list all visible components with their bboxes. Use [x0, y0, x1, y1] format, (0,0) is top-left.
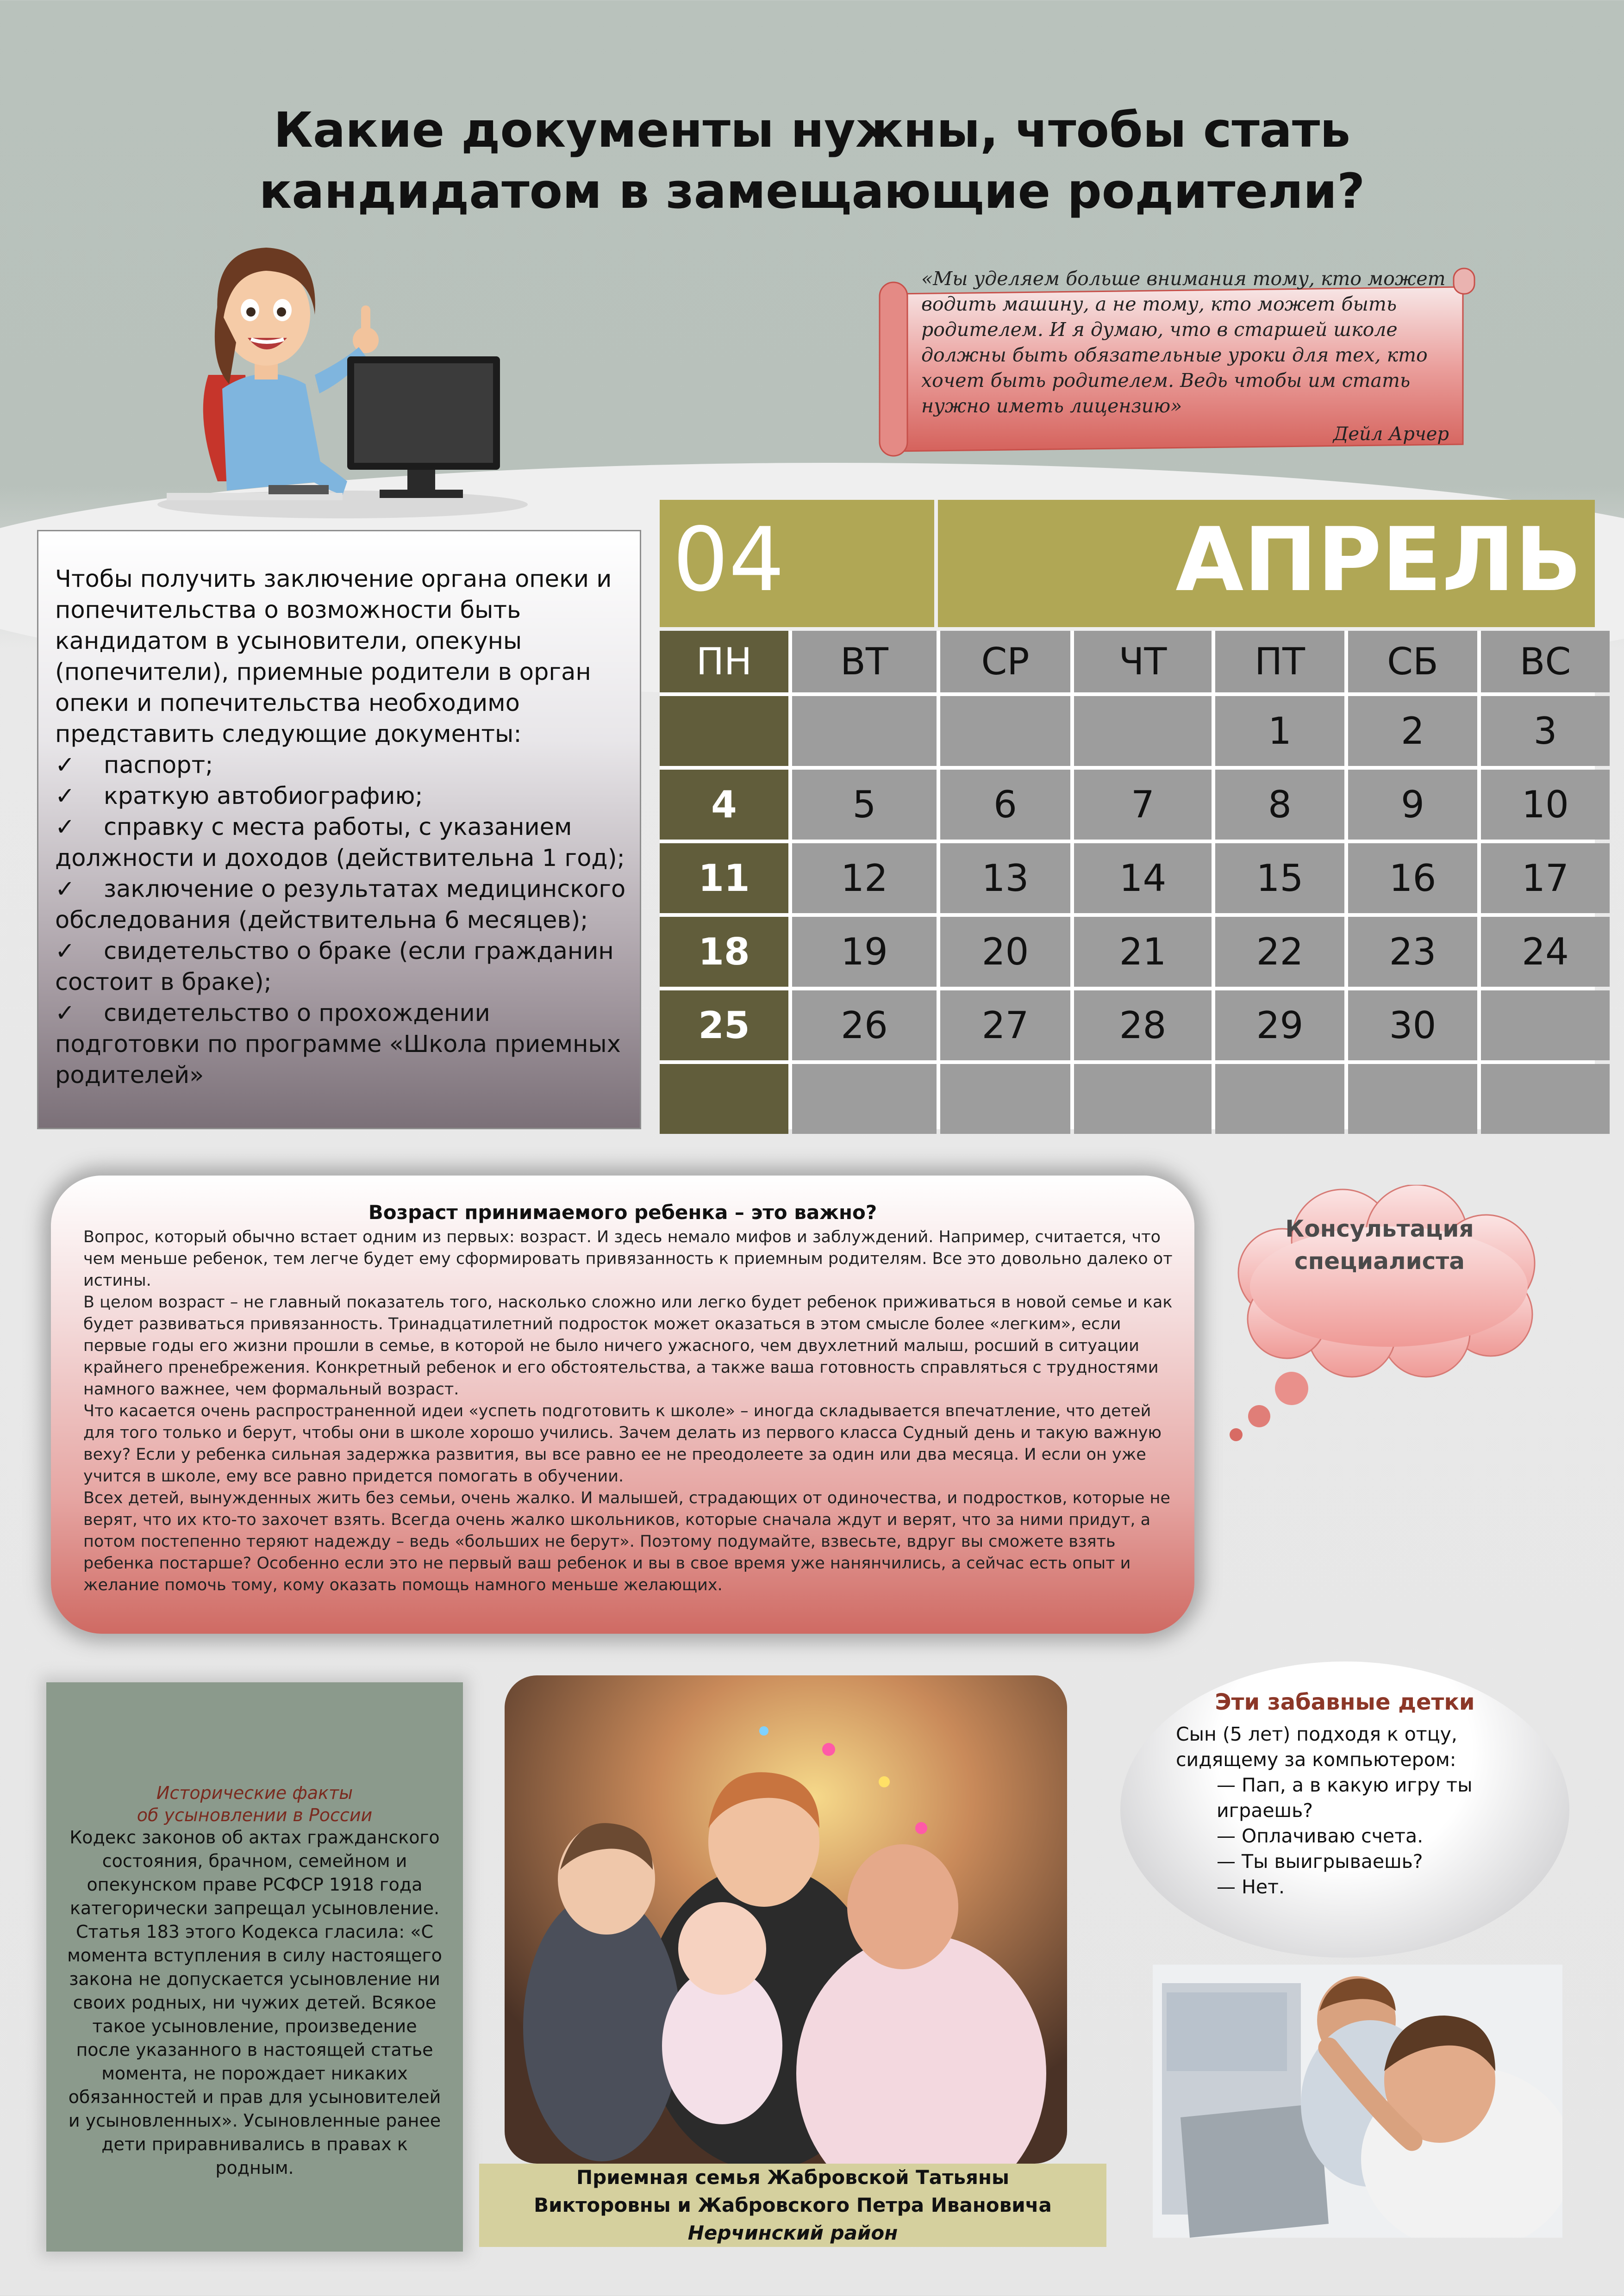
calendar-day-cell: 24 — [1481, 917, 1610, 987]
article-paragraph: Вопрос, который обычно встает одним из первых: возраст. И здесь немало мифов и заблуждений. Например, считается, что чем меньше ребенок, тем легче будет ему сформировать привязанность к приемным родителям. Все это довольно далеко от истины. — [83, 1228, 1173, 1290]
calendar-day-cell: 27 — [940, 990, 1070, 1060]
caption-line-2: Викторовны и Жабровского Петра Ивановича — [534, 2194, 1052, 2216]
article-paragraph: Что касается очень распространенной идеи «успеть подготовить к школе» – иногда складывается впечатление, что детей для того только и берут, чтобы они в школе хорошо учились. Зачем делать из первого класса Судный день и такую важную веху? Если у ребенка сильная задержка развития, вы все равно ее не преодолеете за один или два месяца. И если он уже учится в школе, ему все равно придется помогать в обучении. — [83, 1402, 1162, 1486]
documents-list-item: ✓ свидетельство о прохождении подготовки по программе «Школа приемных родителей» — [55, 998, 626, 1091]
calendar-day-cell — [1481, 990, 1610, 1060]
calendar-weekday-header: ПН — [660, 631, 788, 692]
calendar-day-cell: 22 — [1215, 917, 1344, 987]
calendar-day-cell: 7 — [1074, 770, 1212, 840]
quote-author: Дейл Арчер — [1333, 423, 1449, 445]
calendar-day-cell — [1074, 1064, 1212, 1134]
calendar-day-cell: 23 — [1348, 917, 1477, 987]
calendar-day-cell: 20 — [940, 917, 1070, 987]
caption-line-1: Приемная семья Жабровской Татьяны — [576, 2166, 1009, 2189]
documents-list-item: ✓ справку с места работы, с указанием должности и доходов (действительна 1 год); — [55, 812, 626, 874]
calendar-day-cell: 17 — [1481, 843, 1610, 913]
consultation-label: Консультация специалиста — [1285, 1215, 1474, 1275]
calendar-day-cell — [1348, 1064, 1477, 1134]
calendar-weekday-header: СБ — [1348, 631, 1477, 692]
documents-list-item: ✓ свидетельство о браке (если гражданин состоит в браке); — [55, 936, 626, 998]
checkmark-icon: ✓ — [55, 938, 75, 965]
joke-line: — Ты выигрываешь? — [1217, 1850, 1423, 1873]
calendar-day-cell — [1074, 696, 1212, 766]
calendar-day-cell: 25 — [660, 990, 788, 1060]
documents-intro-text: Чтобы получить заключение органа опеки и попечительства о возможности быть кандидатом в усыновители, опекуны (попечители), приемные родители в орган опеки и попечительства необходимо представить следующие документы: — [55, 566, 612, 748]
calendar-month-name: АПРЕЛЬ — [938, 500, 1595, 627]
calendar-day-cell: 5 — [792, 770, 937, 840]
woman-at-computer-illustration — [148, 222, 537, 518]
calendar-day-cell: 30 — [1348, 990, 1477, 1060]
joke-line: — Оплачиваю счета. — [1217, 1825, 1424, 1847]
calendar-day-cell — [1215, 1064, 1344, 1134]
calendar-day-cell: 4 — [660, 770, 788, 840]
calendar-day-cell: 14 — [1074, 843, 1212, 913]
calendar-day-cell: 8 — [1215, 770, 1344, 840]
documents-list-item: ✓ паспорт; — [55, 750, 626, 781]
calendar-day-cell: 26 — [792, 990, 937, 1060]
checkmark-icon: ✓ — [55, 814, 75, 841]
calendar-day-cell: 16 — [1348, 843, 1477, 913]
joke-line: — Пап, а в какую игру ты играешь? — [1217, 1774, 1473, 1822]
checkmark-icon: ✓ — [55, 783, 75, 810]
calendar-day-cell — [792, 1064, 937, 1134]
documents-list-item: ✓ краткую автобиографию; — [55, 781, 626, 812]
father-son-photo — [1153, 1965, 1562, 2238]
calendar-day-cell: 15 — [1215, 843, 1344, 913]
calendar-day-cell — [792, 696, 937, 766]
calendar-day-cell: 9 — [1348, 770, 1477, 840]
joke-line: Сын (5 лет) подходя к отцу, сидящему за компьютером: — [1176, 1723, 1457, 1771]
checkmark-icon: ✓ — [55, 1000, 75, 1027]
calendar-weekday-header: ПТ — [1215, 631, 1344, 692]
history-body: Кодекс законов об актах гражданского состояния, брачном, семейном и опекунском праве РСФСР 1918 года категорически запрещал усыновление. Статья 183 этого Кодекса гласила: «С момента вступления в силу настоящего закона не допускается усыновление ни своих родных, ни чужих детей. Всякое такое усыновление, произведение после указанного в настоящей статье момента, не порождает никаких обязанностей и прав для усыновителей и усыновленных». Усыновленные ранее дети приравнивались в правах к родным. — [67, 1827, 442, 2178]
article-body — [83, 1226, 1176, 1596]
calendar-day-cell — [1481, 1064, 1610, 1134]
calendar-weekday-header: СР — [940, 631, 1070, 692]
joke-title: Эти забавные детки — [1215, 1689, 1475, 1715]
page-title — [139, 100, 1485, 222]
title-line-2: кандидатом в замещающие родители? — [259, 163, 1365, 219]
calendar — [660, 500, 1595, 1129]
history-heading: Исторические факты об усыновлении в России — [137, 1783, 373, 1825]
quote-text: «Мы уделяем больше внимания тому, кто может водить машину, а не тому, кто может быть родителем. И я думаю, что в старшей школе должны быть обязательные уроки для тех, кто хочет быть родителем. Ведь чтобы им стать нужно иметь лицензию» — [921, 268, 1446, 417]
calendar-day-cell: 1 — [1215, 696, 1344, 766]
calendar-day-cell: 19 — [792, 917, 937, 987]
caption-line-3: Нерчинский район — [687, 2221, 898, 2244]
calendar-day-cell: 29 — [1215, 990, 1344, 1060]
calendar-day-cell: 28 — [1074, 990, 1212, 1060]
calendar-day-cell — [660, 696, 788, 766]
calendar-month-number: 04 — [660, 500, 934, 627]
calendar-day-cell — [940, 1064, 1070, 1134]
documents-box — [37, 530, 641, 1129]
article-title: Возраст принимаемого ребенка – это важно? — [368, 1201, 877, 1224]
calendar-day-cell: 10 — [1481, 770, 1610, 840]
documents-list-item: ✓ заключение о результатах медицинского обследования (действительна 6 месяцев); — [55, 874, 626, 936]
joke-line: — Нет. — [1217, 1876, 1285, 1898]
checkmark-icon: ✓ — [55, 876, 75, 903]
calendar-day-cell — [660, 1064, 788, 1134]
calendar-day-cell: 3 — [1481, 696, 1610, 766]
article-paragraph: Всех детей, вынужденных жить без семьи, очень жалко. И малышей, страдающих от одиночества, и подростков, которые не верят, что их кто-то захочет взять. Всегда очень жалко школьников, которые сначала ждут и верят, что за ними придут, а потом постепенно теряют надежду – ведь «больших не берут». Поэтому подумайте, взвесьте, вдруг вы сможете взять ребенка постарше? Особенно если это не первый ваш ребенок и вы в свое время уже нанянчились, а сейчас есть опыт и желание помочь тому, кому оказать помощь намного меньше желающих. — [83, 1489, 1170, 1594]
photo-caption — [479, 2164, 1106, 2247]
checkmark-icon: ✓ — [55, 752, 75, 779]
calendar-weekday-header: ЧТ — [1074, 631, 1212, 692]
calendar-day-cell — [940, 696, 1070, 766]
title-line-1: Какие документы нужны, чтобы стать — [273, 102, 1351, 158]
calendar-day-cell: 18 — [660, 917, 788, 987]
family-photo — [505, 1675, 1067, 2164]
article-paragraph: В целом возраст – не главный показатель того, насколько сложно или легко будет ребенок приживаться в новой семье и как будет развиваться привязанность. Тринадцатилетний подросток может оказаться в этом смысле более «легким», если первые годы его жизни прошли в семье, в которой не было ничего ужасного, чем двухлетний малыш, росший в ситуации крайнего пренебрежения. Конкретный ребенок и его обстоятельства, а также ваша готовность справляться с трудностями намного важнее, чем формальный возраст. — [83, 1293, 1173, 1399]
calendar-day-cell: 12 — [792, 843, 937, 913]
calendar-day-cell: 13 — [940, 843, 1070, 913]
calendar-day-cell: 6 — [940, 770, 1070, 840]
calendar-grid — [660, 631, 1595, 1129]
joke-body — [1176, 1722, 1555, 1900]
calendar-day-cell: 11 — [660, 843, 788, 913]
calendar-day-cell: 21 — [1074, 917, 1212, 987]
calendar-day-cell: 2 — [1348, 696, 1477, 766]
calendar-weekday-header: ВС — [1481, 631, 1610, 692]
calendar-weekday-header: ВТ — [792, 631, 937, 692]
